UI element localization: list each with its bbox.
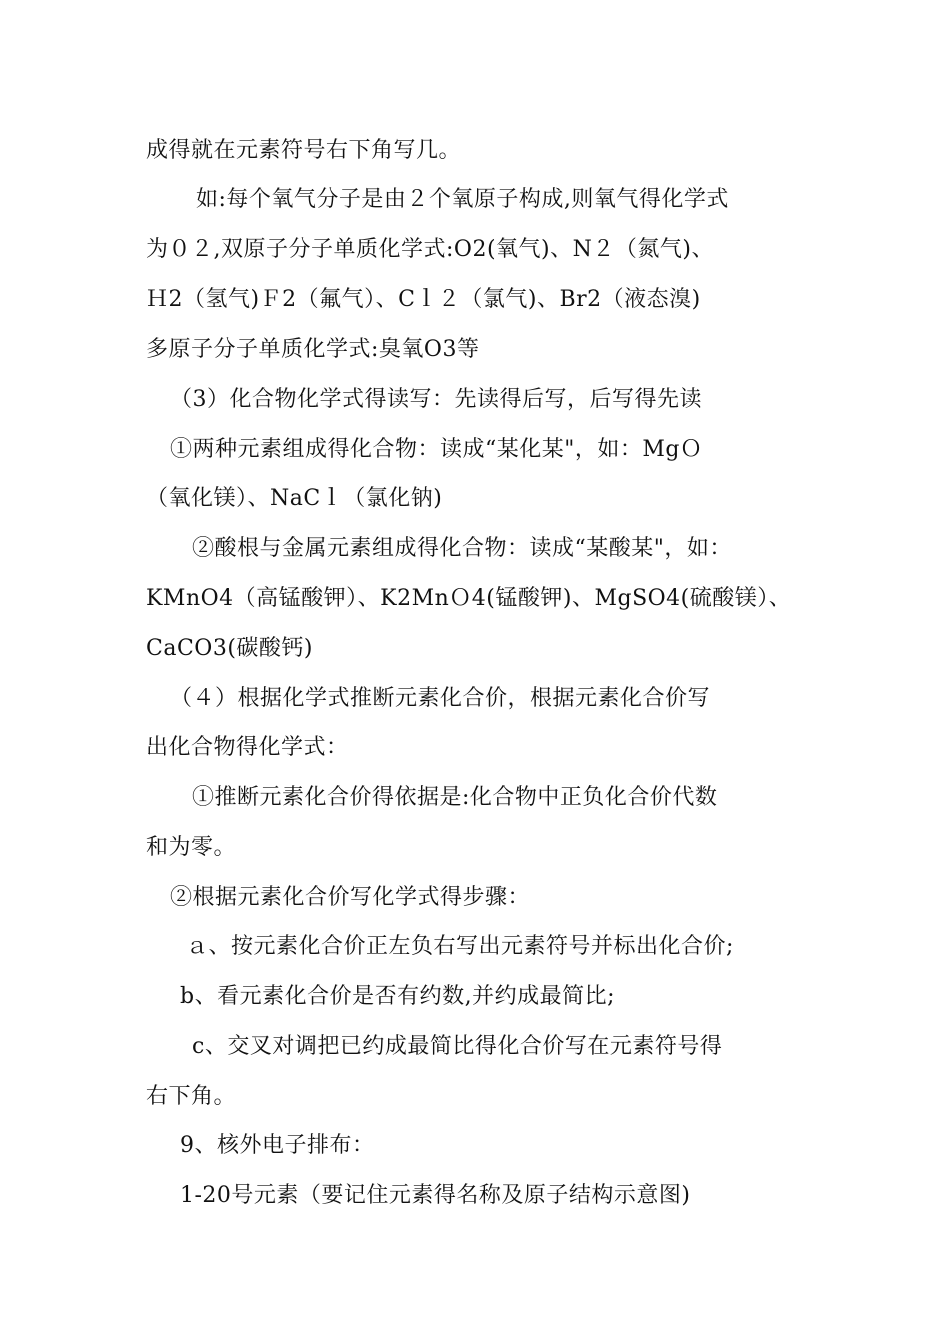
text-line: ａ、按元素化合价正左负右写出元素符号并标出化合价;	[186, 934, 734, 959]
text-line: ①推断元素化合价得依据是:化合物中正负化合价代数	[192, 785, 718, 810]
text-line: 多原子分子单质化学式:臭氧O3等	[146, 337, 480, 362]
text-line: 9、核外电子排布：	[180, 1133, 375, 1158]
text-line: 成得就在元素符号右下角写几。	[146, 138, 462, 163]
text-line: b、看元素化合价是否有约数,并约成最简比;	[180, 984, 615, 1009]
text-line: c、交叉对调把已约成最简比得化合价写在元素符号得	[192, 1034, 723, 1059]
text-line: CaCO3(碳酸钙)	[146, 636, 313, 661]
text-line: KMnO4（高锰酸钾）、K2MnＯ4(锰酸钾)、MgSO4(硫酸镁）、	[146, 586, 792, 611]
text-line: 如:每个氧气分子是由２个氧原子构成,则氧气得化学式	[196, 187, 729, 212]
text-line: ②根据元素化合价写化学式得步骤：	[170, 885, 531, 910]
text-line: Ｈ2（氢气)Ｆ2（氟气）、Cｌ２（氯气)、Br2（液态溴)	[146, 287, 701, 312]
text-line: 为０２,双原子分子单质化学式:O2(氧气)、N２（氮气)、	[146, 237, 714, 262]
text-line: 1-20号元素（要记住元素得名称及原子结构示意图)	[180, 1183, 691, 1208]
text-line: 和为零。	[146, 835, 237, 860]
text-line: （3）化合物化学式得读写：先读得后写，后写得先读	[170, 387, 702, 412]
text-line: 右下角。	[146, 1084, 237, 1109]
text-line: （氧化镁）、NaCｌ（氯化钠)	[146, 486, 443, 511]
text-line: ①两种元素组成得化合物：读成“某化某"，如：MgＯ	[170, 437, 703, 462]
text-line: （４）根据化学式推断元素化合价，根据元素化合价写	[170, 686, 711, 711]
text-line: ②酸根与金属元素组成得化合物：读成“某酸某"，如：	[192, 536, 732, 561]
text-line: 出化合物得化学式：	[146, 735, 349, 760]
